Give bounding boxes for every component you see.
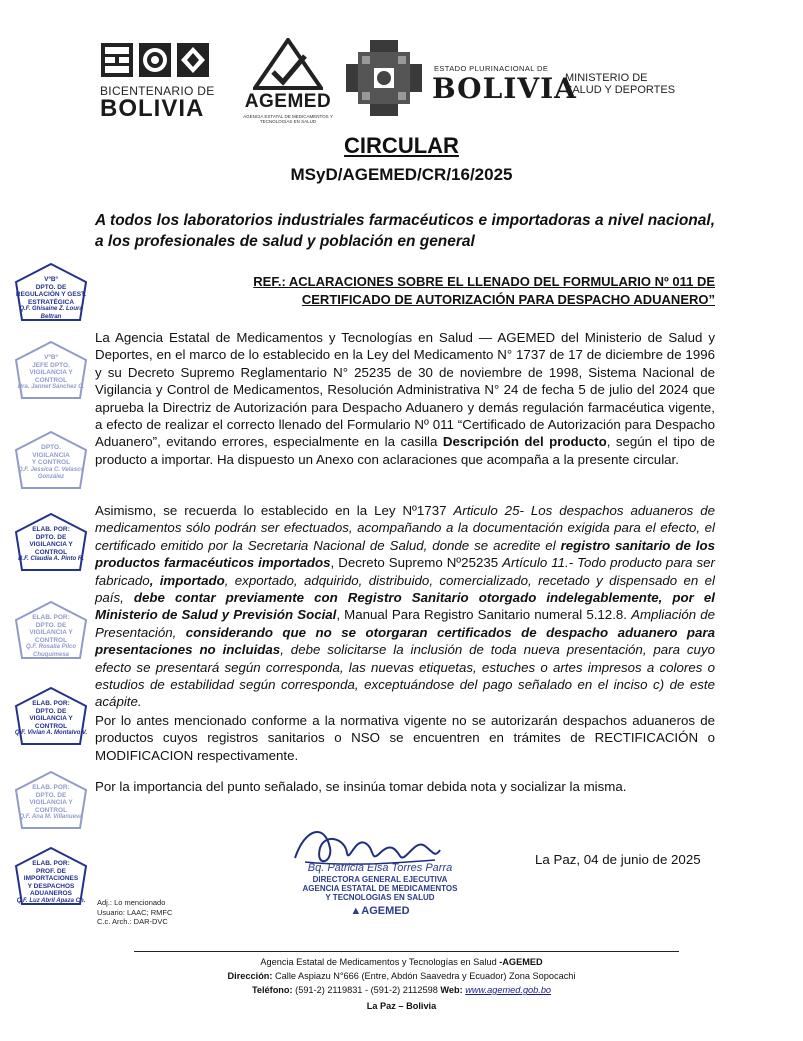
place-date: La Paz, 04 de junio de 2025 [535,852,701,867]
approval-stamp [14,340,88,400]
stamp-signer: Q.F. Ana M. Villanueva [19,814,83,820]
bicentenario-logo [100,42,220,120]
footer-agency-acronym: -AGEMED [499,957,543,967]
p2-text-b: Articulo 25- Los despachos aduaneros de medicamentos sólo podrán ser efectuados, acompañando a la documentación exigida para el efecto, el certificado emitido por la Secretaria Nacional de Salud, donde se acredite el [95,503,715,553]
stamp-signer: B.F. Claudia A. Pinto R. [18,556,84,562]
approval-stamp [14,770,88,830]
stamp-signer: Q.F. Vivian A. Montalvo V. [14,730,88,736]
agemed-subtitle: AGENCIA ESTATAL DE MEDICAMENTOS Y TECNOLOGÍAS EN SALUD [243,114,333,124]
circular-code: MSyD/AGEMED/CR/16/2025 [290,165,513,184]
p2-text-c: registro sanitario de los productos farmacéuticos importados [95,537,715,571]
bicentenario-label: BICENTENARIO DE [100,84,215,98]
stamp-line-2: JEFE DPTO. [32,361,70,369]
stamp-line-1: VºBº [44,354,58,361]
footer-address [0,969,803,983]
circular-title: CIRCULAR [344,133,459,158]
p2-text-i: , Manual Para Registro Sanitario numeral 5.12.8. [336,607,632,623]
stamp-line-2: DPTO. DE [35,533,67,541]
stamp-line-3: Y DESPACHOS ADUANEROS [27,882,75,897]
p1-text-a: La Agencia Estatal de Medicamentos y Tecnologías en Salud — AGEMED del Ministerio de Salud y Deportes, en el marco de lo establecido en la Ley del Medicamento N° 1737 de 17 de diciembre de 1996 y su Decreto Supremo Reglamentario N° 25235 de 30 de noviembre de 1998, Sistema Nacional de Vigilancia y Control de Medicamentos, Resolución Administrativa N° 24 de fecha 5 de julio del 2024 que aprueba la Directriz de Autorización para Despacho Aduanero y demás regulación farmacéutica vigente, a efecto de realizar el correcto llenado del Formulario Nº 011 “Certificado de Autorización para Despacho Aduanero”, evitando errores, especialmente en la casilla [95,330,715,450]
bicentenario-country: BOLIVIA [100,95,205,122]
estado-plurinacional-label: ESTADO PLURINACIONAL DE [434,64,549,73]
stamp-line-2: DPTO. DE [35,707,67,715]
signature-agemed-logo: ▲AGEMED [350,905,410,917]
footer-address-value: Calle Aspiazu N°666 (Entre, Abdón Saavedra y Ecuador) Zona Sopocachi [275,971,576,981]
agemed-logo [238,38,338,123]
stamp-line-3: Y CONTROL [31,459,71,466]
reference-line-2: CERTIFICADO DE AUTORIZACIÓN PARA DESPACHO ADUANERO” [301,292,715,307]
stamp-line-2: PROF. DE IMPORTACIONES [23,867,79,882]
stamp-line-1: ELAB. POR: [32,526,70,533]
agemed-mountain-icon [253,38,323,90]
stamp-line-2: DPTO. DE [35,621,67,629]
footer-web-link[interactable]: www.agemed.gob.bo [465,985,552,995]
stamp-line-1: ELAB. POR: [32,860,70,867]
bicentenario-icon-2 [138,42,172,78]
stamp-signer: Q.F. Luz Abril Apaza Ch. [16,897,86,904]
stamp-line-3: VIGILANCIA Y CONTROL [29,369,73,384]
paragraph-3: Por lo antes mencionado conforme a la normativa vigente no se autorizarán despachos aduaneros de productos cuyos registros sanitarios o NSO se encuentren en trámites de RECTIFICACIÓN o MODIFICACION respectivamente. [95,713,715,763]
stamp-line-2: DPTO. DE [35,791,67,799]
signatory-agency: AGENCIA ESTATAL DE MEDICAMENTOS [302,884,458,893]
footer-agency-name: Agencia Estatal de Medicamentos y Tecnologías en Salud [260,957,500,967]
stamp-line-1: ELAB. POR: [32,614,70,621]
approval-stamp [14,600,88,660]
p2-text-g: , exportado, adquirido, distribuido, comercializado, recetado y dispensado en el país, [95,572,715,606]
stamp-signer: Q.F. Jessica C. Velasco González [17,466,85,480]
p1-text-c: , según el tipo de producto a importar. Ha dispuesto un Anexo con aclaraciones que acompaña a la presente circular. [95,434,716,467]
stamp-line-1: ELAB. POR: [32,700,70,707]
ministry-name [565,72,675,96]
reference-line-1: REF.: ACLARACIONES SOBRE EL LLENADO DEL FORMULARIO Nº 011 DE [253,274,715,289]
p1-text-bold: Descripción del producto [442,434,607,450]
p2-text-e: Artículo 11.- Todo producto para ser fabricado [95,555,715,588]
approval-stamp [14,512,88,572]
stamp-line-3: VIGILANCIA Y CONTROL [29,799,73,814]
p2-text-j: Ampliación de Presentación, [95,607,715,640]
signatory-title: DIRECTORA GENERAL EJECUTIVA [312,875,448,884]
footer-city: La Paz – Bolivia [366,1001,437,1011]
meta-attachment: Adj.: Lo mencionado [97,898,166,907]
stamp-line-2: DPTO. DE REGULACIÓN Y GEST. [15,283,87,298]
paragraph-2 [95,502,715,711]
stamp-line-3: VIGILANCIA Y CONTROL [29,715,73,730]
approval-stamp [14,430,88,490]
p2-text-k: considerando que no se otorgaran certificados de despacho aduanero para presentaciones no incluidas [95,624,715,658]
approval-stamp [14,686,88,746]
reference [160,273,715,309]
footer-contact [0,983,803,997]
stamp-signer: Q.F. Rosalia Pilco Chuquimesa [25,644,76,658]
meta-user: Usuario: LAAC; RMFC [97,907,173,917]
stamp-line-2: VIGILANCIA [32,451,70,459]
bicentenario-icon-1 [100,42,134,78]
stamp-line-1: ELAB. POR: [32,784,70,791]
stamp-signer: Q.F. Ghisaine Z. Loura Beltran [19,306,83,320]
p2-text-a: Asimismo, se recuerda lo establecido en la Ley Nº1737 [95,503,454,518]
bolivia-title: BOLIVIA [432,72,577,105]
paragraph-4: Por la importancia del punto señalado, se insinúa tomar debida nota y socializar la misma. [95,779,627,794]
stamp-line-1: DPTO. [41,444,61,451]
signatory-agency-2: Y TECNOLOGIAS EN SALUD [325,893,435,902]
bicentenario-icon-3 [176,42,210,78]
stamp-line-1: VºBº [44,276,58,283]
signatory-stamp [296,875,464,902]
meta-archive: C.c. Arch.: DAR-DVC [97,917,168,926]
stamp-line-3: VIGILANCIA Y CONTROL [29,629,73,644]
stamp-line-3: ESTRATÉGICA [27,298,75,306]
signature-logo-text: AGEMED [361,905,410,917]
footer-address-label: Dirección: [227,971,276,981]
signatory-name: Bq. Patricia Elsa Torres Parra [307,862,453,874]
document-metadata [97,898,172,927]
footer-agency [0,955,803,969]
p2-text-d: , Decreto Supremo Nº25235 [330,555,503,571]
footer-phone-label: Teléfono: [251,985,296,995]
approval-stamp [14,846,88,906]
agemed-name: AGEMED [244,91,332,112]
footer-phone-value: (591-2) 2119831 - (591-2) 2112598 [295,985,441,995]
bolivia-wiphala-emblem-icon [344,38,424,118]
footer-divider [134,951,679,952]
p2-text-l: , debe solicitarse la inclusión de toda nueva presentación, para cuyo efecto se presentará según corresponda, las nuevas etiquetas, estuches o artes impresos a colores o estudios de estabilidad según corresponda, exceptuándose del pago señalado en el inciso c) de este acápite. [95,642,716,710]
approval-stamp [14,262,88,322]
footer-web-label: Web: [440,985,466,995]
p2-text-f: , importado [149,572,225,588]
stamp-line-3: VIGILANCIA Y CONTROL [29,541,73,556]
stamp-signer: Dra. Jannet Sánchez C. [17,384,85,390]
ministry-line-2: SALUD Y DEPORTES [565,84,676,96]
paragraph-1 [95,329,715,468]
ministry-line-1: MINISTERIO DE [565,72,648,84]
addressee: A todos los laboratorios industriales farmacéuticos e importadoras a nivel nacional, a los profesionales de salud y población en general [95,212,715,250]
p2-text-h: debe contar previamente con Registro Sanitario otorgado indelegablemente, por el Ministerio de Salud y Previsión Social [95,590,715,623]
